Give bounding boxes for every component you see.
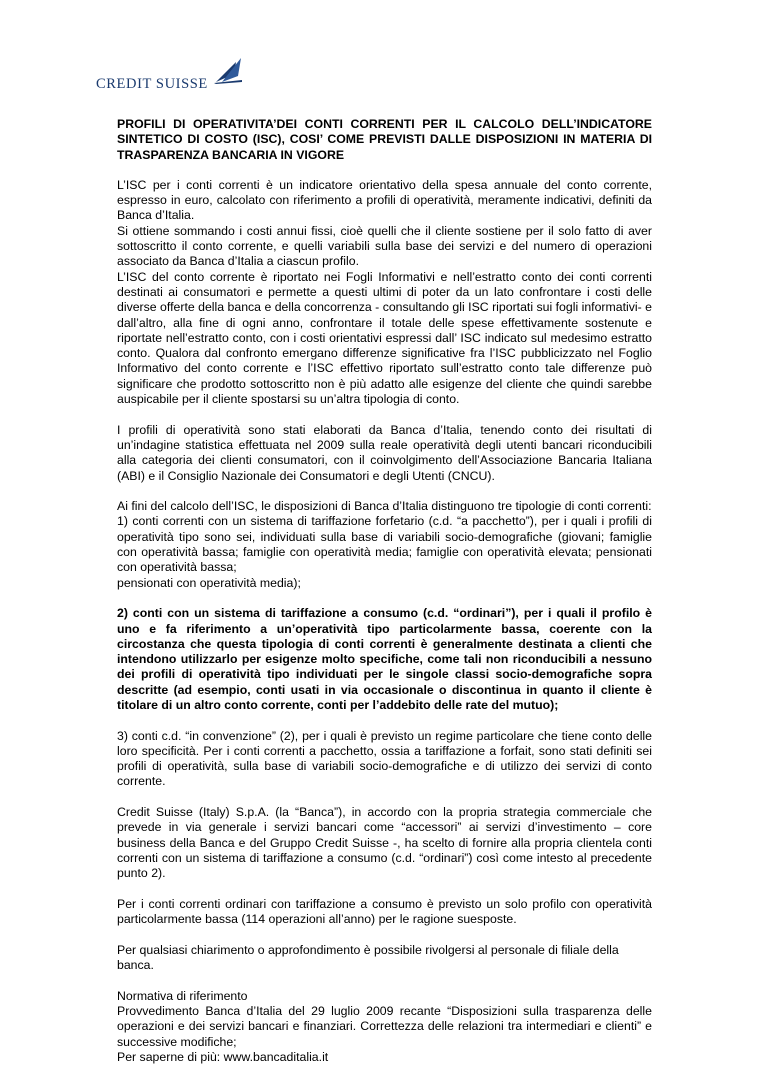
document-body: [117, 117, 652, 1080]
tipologie-line-3: pensionati con operatività media);: [117, 575, 301, 590]
normativa-link-line: Per saperne di più: www.bancaditalia.it: [117, 1049, 329, 1064]
tipologie-paragraph: [117, 499, 652, 591]
tipologie-line-2: 1) conti correnti con un sistema di tariffazione forfetario (c.d. “a pacchetto”), per i quali i profili di operatività tipo sono sei, individuati sulla base di variabili socio-demografiche (giovani; famiglie con operatività bassa; famiglie con operatività media; famiglie con operatività elevata; pensionati con operatività bassa;: [117, 514, 652, 575]
intro-line-2: Si ottiene sommando i costi annui fissi, cioè quelli che il cliente sostiene per il solo fatto di aver sottoscritto il conto corrente, e quelli variabili sulla base dei servizi e del numero di operazioni associato da Banca d’Italia a ciascun profilo.: [117, 223, 652, 269]
credit-suisse-paragraph: Credit Suisse (Italy) S.p.A. (la “Banca”), in accordo con la propria strategia commerciale che prevede in via generale i servizi bancari come “accessori” ai servizi d’investimento – core business della Banca e del Gruppo Credit Suisse -, ha scelto di fornire alla propria clientela conti correnti con un sistema di tariffazione a consumo (c.d. “ordinari”) così come intesto al precedente punto 2).: [117, 805, 652, 881]
intro-paragraph: [117, 178, 652, 407]
intro-line-1: L’ISC per i conti correnti è un indicatore orientativo della spesa annuale del conto corrente, espresso in euro, calcolato con riferimento a profili di operatività, meramente indicativi, definiti da Banca d’Italia.: [117, 177, 652, 223]
normativa-body: Provvedimento Banca d’Italia del 29 luglio 2009 recante “Disposizioni sulla trasparenza delle operazioni e dei servizi bancari e finanziari. Correttezza delle relazioni tra intermediari e clienti” e successive modifiche;: [117, 1003, 652, 1049]
logo-wordmark: CREDIT SUISSE: [96, 76, 208, 92]
sails-icon: [214, 56, 244, 84]
consumo-paragraph: 2) conti con un sistema di tariffazione a consumo (c.d. “ordinari”), per i quali il profilo è uno e fa riferimento a un’operatività tipo particolarmente bassa, coerente con la circostanza che questa tipologia di conti correnti è generalmente destinata a clienti che intendono utilizzarlo per esigenze molto specifiche, come tali non riconducibili a nessuno dei profili di operatività tipo individuati per le singole classi socio-demografiche sopra descritte (ad esempio, conti usati in via occasionale o discontinua in quanto il cliente è titolare di un altro conto corrente, conti per l’addebito delle rate del mutuo);: [117, 606, 652, 712]
credit-suisse-logo: [96, 56, 246, 96]
chiarimento-paragraph: [117, 943, 652, 974]
normativa-section: [117, 989, 652, 1065]
profili-paragraph: I profili di operatività sono stati elaborati da Banca d’Italia, tenendo conto dei risultati di un’indagine statistica effettuata nel 2009 sulla reale operatività degli utenti bancari riconducibili alla categoria dei clienti consumatori, con il coinvolgimento dell’Associazione Bancaria Italiana (ABI) e il Consiglio Nazionale dei Consumatori e degli Utenti (CNCU).: [117, 422, 652, 483]
chiarimento-line-2: banca.: [117, 958, 154, 973]
normativa-heading: Normativa di riferimento: [117, 988, 248, 1003]
document-title: PROFILI DI OPERATIVITA’DEI CONTI CORRENTI PER IL CALCOLO DELL’INDICATORE SINTETICO DI COSTO (ISC), COSI’ COME PREVISTI DALLE DISPOSIZIONI IN MATERIA DI TRASPARENZA BANCARIA IN VIGORE: [117, 117, 652, 162]
ordinari-paragraph: Per i conti correnti ordinari con tariffazione a consumo è previsto un solo profilo con operatività particolarmente bassa (114 operazioni all’anno) per le ragione suesposte.: [117, 896, 652, 927]
convenzione-paragraph: 3) conti c.d. “in convenzione” (2), per i quali è previsto un regime particolare che tiene conto delle loro specificità. Per i conti correnti a pacchetto, ossia a tariffazione a forfait, sono stati definiti sei profili di operatività, sulla base di variabili socio-demografiche e di utilizzo dei servizi di conto corrente.: [117, 728, 652, 789]
intro-line-3: L’ISC del conto corrente è riportato nei Fogli Informativi e nell’estratto conto dei conti correnti destinati ai consumatori e permette a questi ultimi di poter da un lato confrontare i costi delle diverse offerte della banca e della concorrenza - consultando gli ISC riportati sui fogli informativi- e dall’altro, alla fine di ogni anno, confrontare il totale delle spese effettivamente sostenute e riportate nell’estratto conto, con i costi orientativi espressi dall’ ISC indicato sul medesimo estratto conto. Qualora dal confronto emergano differenze significative fra l’ISC pubblicizzato nel Foglio Informativo del conto corrente e l’ISC effettivo riportato sull’estratto conto tale differenze può significare che prodotto sottoscritto non è più adatto alle esigenze del cliente che quindi sarebbe auspicabile per il cliente spostarsi su un’altra tipologia di conto.: [117, 269, 652, 407]
tipologie-line-1: Ai fini del calcolo dell’ISC, le disposizioni di Banca d’Italia distinguono tre tipologie di conti correnti:: [117, 499, 652, 514]
chiarimento-line-1: Per qualsiasi chiarimento o approfondimento è possibile rivolgersi al personale di filiale della: [117, 942, 619, 957]
